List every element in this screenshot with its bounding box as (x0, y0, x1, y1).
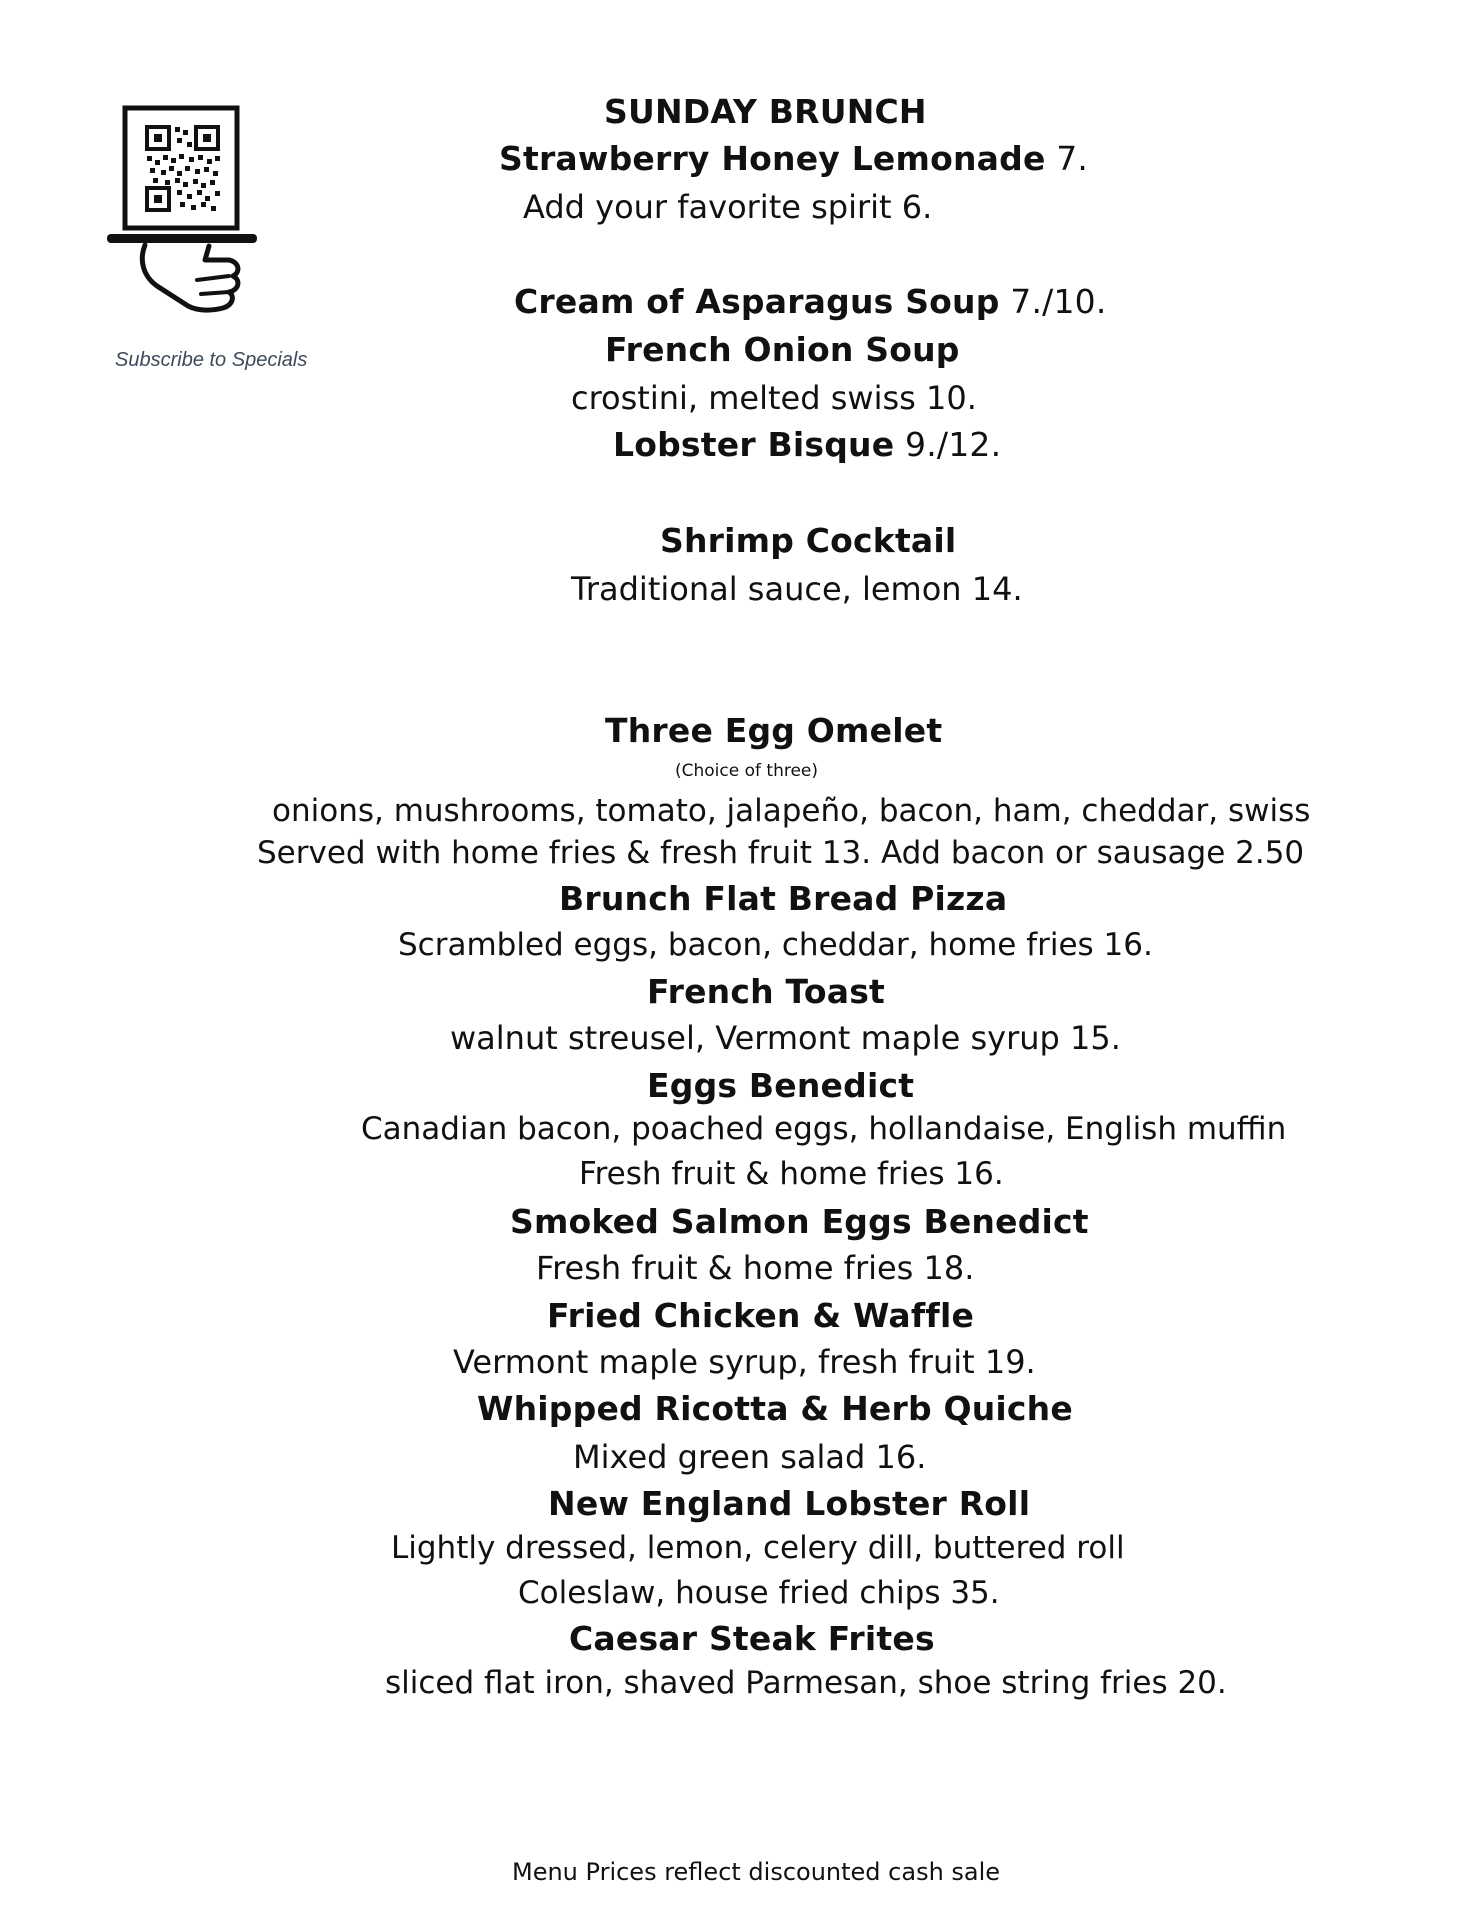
drink-addon: Add your favorite spirit 6. (523, 188, 933, 226)
item-name: Three Egg Omelet (605, 711, 943, 750)
item-name: Whipped Ricotta & Herb Quiche (477, 1389, 1073, 1428)
item-name: Caesar Steak Frites (569, 1619, 935, 1658)
item-desc: Lightly dressed, lemon, celery dill, buttered roll (391, 1530, 1125, 1566)
item-desc: Canadian bacon, poached eggs, hollandaise, English muffin (361, 1111, 1287, 1147)
qr-code-on-tray-hand-icon (105, 100, 265, 340)
item-price: 7. (1056, 139, 1089, 178)
item-note: (Choice of three) (675, 761, 819, 781)
item-desc: Vermont maple syrup, fresh fruit 19. (453, 1343, 1036, 1381)
item-desc: Traditional sauce, lemon 14. (571, 570, 1023, 608)
item-desc: Served with home fries & fresh fruit 13. Add bacon or sausage 2.50 (257, 835, 1305, 871)
footer-note: Menu Prices reflect discounted cash sale (512, 1858, 1001, 1886)
soup-item (613, 425, 1002, 464)
item-desc: walnut streusel, Vermont maple syrup 15. (450, 1019, 1121, 1057)
item-name: Lobster Bisque (613, 425, 895, 464)
item-name: French Toast (647, 972, 886, 1011)
drink-item (499, 139, 1089, 178)
item-desc: onions, mushrooms, tomato, jalapeño, bacon, ham, cheddar, swiss (272, 793, 1311, 829)
item-price: 9./12. (905, 425, 1002, 464)
item-name: Eggs Benedict (647, 1066, 915, 1105)
item-desc: sliced flat iron, shaved Parmesan, shoe string fries 20. (385, 1665, 1227, 1701)
item-name: French Onion Soup (605, 330, 960, 369)
item-desc: Coleslaw, house fried chips 35. (518, 1575, 1000, 1611)
soup-item (514, 282, 1107, 321)
item-name: Fried Chicken & Waffle (547, 1296, 975, 1335)
item-desc: Fresh fruit & home fries 18. (536, 1249, 975, 1287)
item-name: Brunch Flat Bread Pizza (559, 879, 1008, 918)
item-desc: Fresh fruit & home fries 16. (579, 1156, 1004, 1192)
item-name: Strawberry Honey Lemonade (499, 139, 1046, 178)
item-name: New England Lobster Roll (548, 1484, 1031, 1523)
page-title: SUNDAY BRUNCH (604, 92, 927, 131)
item-price: 7./10. (1010, 282, 1107, 321)
qr-code-block[interactable] (105, 100, 265, 340)
item-desc: Mixed green salad 16. (573, 1438, 927, 1476)
item-name: Shrimp Cocktail (660, 521, 957, 560)
item-desc: Scrambled eggs, bacon, cheddar, home fries 16. (398, 927, 1153, 963)
qr-caption: Subscribe to Specials (115, 349, 308, 371)
item-desc: crostini, melted swiss 10. (571, 379, 977, 417)
item-name: Smoked Salmon Eggs Benedict (510, 1202, 1089, 1241)
item-name: Cream of Asparagus Soup (514, 282, 1000, 321)
